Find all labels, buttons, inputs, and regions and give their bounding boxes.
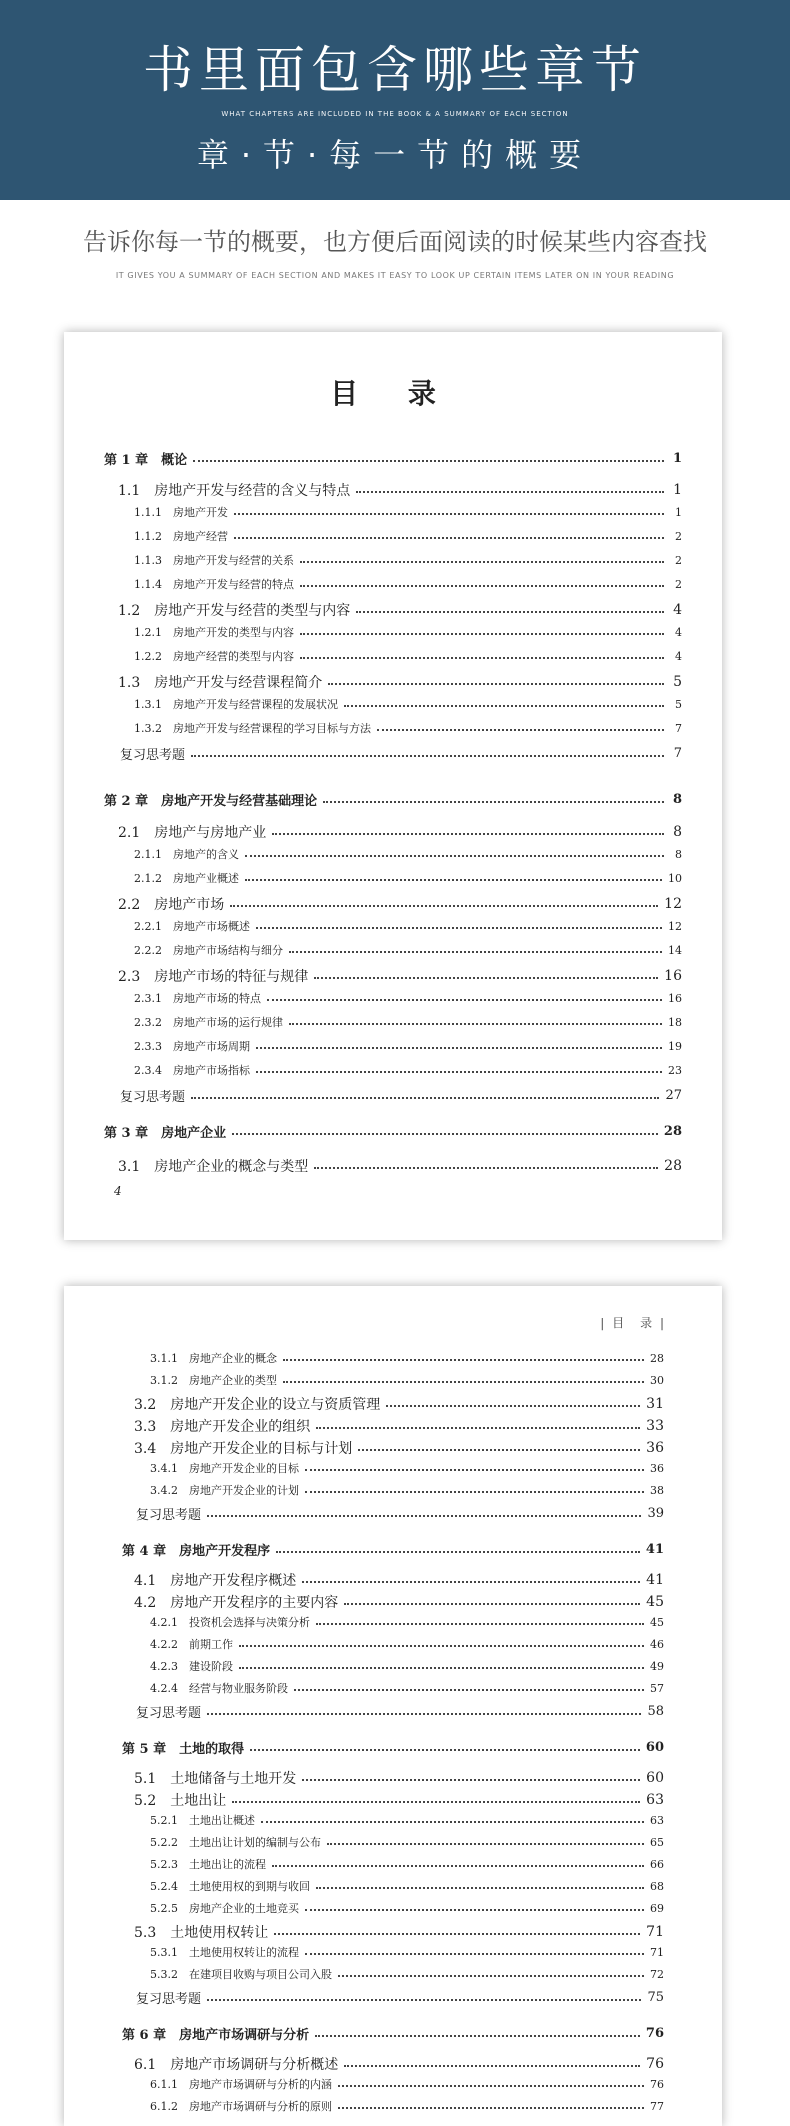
toc-entry-label: 2.3.4 房地产市场指标 [134, 1064, 250, 1077]
toc-entry-label: 2.2.1 房地产市场概述 [134, 920, 250, 933]
toc-chapter-entry [104, 449, 682, 468]
dot-leader [338, 2107, 644, 2109]
toc-entry-page: 14 [668, 943, 682, 957]
toc-section-entry [134, 576, 682, 592]
dot-leader [283, 1381, 644, 1383]
toc-entry-page: 36 [650, 1461, 664, 1475]
toc-entry-label: 1.1.3 房地产开发与经营的关系 [134, 554, 294, 567]
toc-entry-page: 45 [646, 1594, 664, 1610]
toc-entry-page: 66 [650, 1857, 664, 1871]
toc-section-entry [150, 1372, 664, 1388]
dot-leader [232, 1801, 640, 1803]
toc-section-entry [134, 1416, 664, 1436]
toc-entry-label: 5.3.2 在建项目收购与项目公司入股 [150, 1968, 332, 1981]
toc-section-entry [150, 1460, 664, 1476]
toc-entry-label: 3.1 房地产企业的概念与类型 [118, 1159, 309, 1175]
toc-entry-page: 4 [673, 602, 682, 618]
toc-page-2 [64, 1286, 722, 2126]
toc-entry-label: 6.1.1 房地产市场调研与分析的内涵 [150, 2078, 332, 2091]
toc-chapter-entry [122, 1738, 664, 1757]
dot-leader [386, 1405, 640, 1407]
toc-entry-label: 2.3.2 房地产市场的运行规律 [134, 1016, 283, 1029]
toc-review-entry [136, 1988, 664, 2007]
toc-section-entry [134, 1592, 664, 1612]
toc-section-entry [134, 696, 682, 712]
toc-entry-page: 16 [668, 991, 682, 1005]
dot-leader [300, 561, 664, 563]
toc-entry-label: 1.1 房地产开发与经营的含义与特点 [118, 483, 351, 499]
toc-entry-label: 复习思考题 [136, 1706, 202, 1721]
dot-leader [191, 1097, 659, 1099]
toc-review-entry [120, 1086, 682, 1105]
toc-entry-page: 12 [664, 896, 682, 912]
toc-entry-page: 7 [673, 746, 682, 761]
dot-leader [256, 1047, 662, 1049]
toc-section-entry [150, 2098, 664, 2114]
toc-entry-page: 49 [650, 1659, 664, 1673]
toc-entry-page: 60 [646, 1770, 664, 1786]
toc-entry-label: 1.2.1 房地产开发的类型与内容 [134, 626, 294, 639]
toc-section-entry [150, 1658, 664, 1674]
toc-entry-page: 60 [645, 1740, 664, 1755]
banner-title: 书里面包含哪些章节 [143, 41, 647, 99]
toc-entry-label: 2.2.2 房地产市场结构与细分 [134, 944, 283, 957]
toc-section-entry [150, 1812, 664, 1828]
toc-entry-page: 18 [668, 1015, 682, 1029]
toc-entry-page: 71 [646, 1924, 664, 1940]
toc-entry-page: 2 [675, 553, 682, 567]
toc-chapter-entry [104, 790, 682, 809]
toc-entry-label: 1.3 房地产开发与经营课程简介 [118, 675, 323, 691]
toc-entry-page: 31 [646, 1396, 664, 1412]
toc-entry-page: 38 [650, 1483, 664, 1497]
dot-leader [314, 977, 658, 979]
toc-section-entry [134, 1394, 664, 1414]
toc-entry-label: 3.3 房地产开发企业的组织 [134, 1419, 311, 1435]
dot-leader [272, 1865, 644, 1867]
toc-entry-label: 3.2 房地产开发企业的设立与资质管理 [134, 1397, 381, 1413]
toc-section-entry [134, 528, 682, 544]
toc-entry-page: 8 [672, 792, 682, 807]
toc-section-entry [134, 1790, 664, 1810]
dot-leader [232, 1133, 658, 1135]
toc-section-entry [134, 918, 682, 934]
toc-section-entry [150, 1878, 664, 1894]
toc-review-entry [136, 1504, 664, 1523]
toc-header: | 目 录 | [600, 1316, 666, 1330]
toc-entry-label: 5.2.4 土地使用权的到期与收回 [150, 1880, 310, 1893]
dot-leader [272, 833, 664, 835]
toc-entry-label: 2.1.1 房地产的含义 [134, 848, 239, 861]
toc-section-entry [150, 1966, 664, 1982]
toc-entry-page: 28 [664, 1158, 682, 1174]
dot-leader [316, 1623, 644, 1625]
toc-entry-label: 复习思考题 [136, 1992, 202, 2007]
toc-title: 目 录 [330, 377, 456, 410]
toc-entry-page: 8 [675, 847, 682, 861]
toc-entry-label: 5.2.5 房地产企业的土地竞买 [150, 1902, 299, 1915]
toc-section-entry [150, 1900, 664, 1916]
dot-leader [356, 611, 664, 613]
toc-section-entry [150, 1350, 664, 1366]
toc-entry-label: 1.3.1 房地产开发与经营课程的发展状况 [134, 698, 338, 711]
toc-entry-label: 3.1.2 房地产企业的类型 [150, 1374, 277, 1387]
toc-entry-label: 第 5 章 土地的取得 [122, 1742, 245, 1757]
toc-section-entry [150, 1614, 664, 1630]
toc-entry-label: 1.2 房地产开发与经营的类型与内容 [118, 603, 351, 619]
dot-leader [305, 1953, 644, 1955]
dot-leader [302, 1581, 640, 1583]
dot-leader [267, 999, 662, 1001]
toc-entry-page: 2 [675, 529, 682, 543]
toc-section-entry [134, 648, 682, 664]
toc-entry-page: 76 [650, 2077, 664, 2091]
dot-leader [305, 1909, 644, 1911]
toc-entry-label: 1.1.4 房地产开发与经营的特点 [134, 578, 294, 591]
toc-entry-page: 71 [650, 1945, 664, 1959]
header-banner [0, 0, 790, 200]
toc-entry-label: 3.1.1 房地产企业的概念 [150, 1352, 277, 1365]
toc-section-entry [134, 1768, 664, 1788]
dot-leader [344, 705, 664, 707]
toc-section-entry [150, 1834, 664, 1850]
toc-section-entry [134, 624, 682, 640]
toc-entry-page: 23 [668, 1063, 682, 1077]
toc-entry-label: 5.1 土地储备与土地开发 [134, 1771, 297, 1787]
toc-entry-label: 3.4 房地产开发企业的目标与计划 [134, 1441, 353, 1457]
dot-leader [256, 1071, 662, 1073]
dot-leader [239, 1667, 644, 1669]
toc-chapter-entry [122, 1540, 664, 1559]
toc-entry-label: 4.2 房地产开发程序的主要内容 [134, 1595, 339, 1611]
toc-section-entry [134, 1062, 682, 1078]
dot-leader [245, 855, 664, 857]
dot-leader [344, 1603, 640, 1605]
toc-section-entry [134, 720, 682, 736]
toc-entry-page: 1 [673, 482, 682, 498]
toc-entry-page: 39 [647, 1506, 664, 1521]
toc-section-entry [134, 552, 682, 568]
toc-section-entry [118, 966, 682, 986]
toc-entry-label: 第 2 章 房地产开发与经营基础理论 [104, 794, 318, 809]
toc-entry-label: 复习思考题 [136, 1508, 202, 1523]
toc-section-entry [118, 1156, 682, 1176]
dot-leader [338, 2085, 644, 2087]
toc-entry-label: 2.3 房地产市场的特征与规律 [118, 969, 309, 985]
toc-section-entry [134, 2054, 664, 2074]
toc-section-entry [150, 1636, 664, 1652]
toc-entry-label: 5.2 土地出让 [134, 1793, 227, 1809]
toc-entry-page: 72 [650, 1967, 664, 1981]
dot-leader [274, 1933, 640, 1935]
dot-leader [323, 801, 664, 803]
toc-entry-label: 5.3.1 土地使用权转让的流程 [150, 1946, 299, 1959]
toc-entry-page: 28 [650, 1351, 664, 1365]
dot-leader [300, 585, 664, 587]
toc-entry-label: 1.1.2 房地产经营 [134, 530, 228, 543]
dot-leader [289, 1023, 662, 1025]
dot-leader [239, 1645, 644, 1647]
toc-entry-label: 1.3.2 房地产开发与经营课程的学习目标与方法 [134, 722, 371, 735]
toc-section-entry [150, 1482, 664, 1498]
banner-tagline: 章·节·每一节的概要 [196, 136, 594, 174]
toc-entry-page: 28 [663, 1124, 682, 1139]
toc-entry-page: 19 [668, 1039, 682, 1053]
toc-section-entry [134, 870, 682, 886]
toc-entry-label: 2.3.1 房地产市场的特点 [134, 992, 261, 1005]
toc-entry-page: 8 [673, 824, 682, 840]
toc-entry-page: 12 [668, 919, 682, 933]
toc-entry-page: 30 [650, 1373, 664, 1387]
toc-entry-page: 7 [675, 721, 682, 735]
dot-leader [300, 633, 664, 635]
toc-section-entry [134, 846, 682, 862]
toc-entry-page: 36 [646, 1440, 664, 1456]
toc-entry-page: 63 [650, 1813, 664, 1827]
toc-section-entry [134, 1014, 682, 1030]
dot-leader [344, 2065, 640, 2067]
toc-section-entry [134, 1570, 664, 1590]
toc-section-entry [150, 1680, 664, 1696]
toc-entry-label: 5.2.3 土地出让的流程 [150, 1858, 266, 1871]
toc-section-entry [118, 894, 682, 914]
toc-section-entry [118, 600, 682, 620]
toc-entry-page: 69 [650, 1901, 664, 1915]
toc-entry-label: 5.3 土地使用权转让 [134, 1925, 269, 1941]
toc-entry-label: 第 3 章 房地产企业 [104, 1126, 227, 1141]
dot-leader [191, 755, 664, 757]
toc-entry-label: 2.3.3 房地产市场周期 [134, 1040, 250, 1053]
toc-entry-label: 复习思考题 [120, 1090, 186, 1105]
toc-entry-label: 2.1.2 房地产业概述 [134, 872, 239, 885]
toc-entry-label: 2.2 房地产市场 [118, 897, 225, 913]
toc-entry-label: 3.4.1 房地产开发企业的目标 [150, 1462, 299, 1475]
toc-review-entry [120, 744, 682, 763]
toc-entry-page: 4 [675, 649, 682, 663]
dot-leader [289, 951, 662, 953]
toc-entry-label: 4.2.2 前期工作 [150, 1638, 233, 1651]
dot-leader [256, 927, 662, 929]
toc-section-entry [118, 822, 682, 842]
intro-text: 告诉你每一节的概要，也方便后面阅读的时候某些内容查找 [83, 228, 707, 256]
dot-leader [300, 657, 664, 659]
dot-leader [305, 1491, 644, 1493]
toc-entry-label: 6.1.2 房地产市场调研与分析的原则 [150, 2100, 332, 2113]
intro-text-en: IT GIVES YOU A SUMMARY OF EACH SECTION AND MAKES IT EASY TO LOOK UP CERTAIN ITEMS LATER ON IN YOUR READING [115, 271, 675, 280]
toc-entry-page: 68 [650, 1879, 664, 1893]
toc-section-entry [150, 2076, 664, 2092]
dot-leader [207, 1515, 641, 1517]
dot-leader [207, 1999, 641, 2001]
dot-leader [294, 1689, 644, 1691]
toc-entry-page: 58 [647, 1704, 664, 1719]
dot-leader [245, 879, 662, 881]
toc-section-entry [134, 1922, 664, 1942]
toc-page-1 [64, 332, 722, 1240]
dot-leader [283, 1359, 644, 1361]
dot-leader [315, 2035, 640, 2037]
toc-entry-page: 63 [646, 1792, 664, 1808]
toc-entry-label: 1.2.2 房地产经营的类型与内容 [134, 650, 294, 663]
toc-entry-label: 复习思考题 [120, 748, 186, 763]
toc-section-entry [134, 1438, 664, 1458]
dot-leader [276, 1551, 640, 1553]
toc-entry-page: 1 [672, 451, 682, 466]
banner-subtitle-en: WHAT CHAPTERS ARE INCLUDED IN THE BOOK & A SUMMARY OF EACH SECTION [221, 110, 569, 118]
toc-entry-label: 4.2.3 建设阶段 [150, 1660, 233, 1673]
toc-section-entry [134, 1038, 682, 1054]
toc-entry-label: 3.4.2 房地产开发企业的计划 [150, 1484, 299, 1497]
toc-entry-page: 77 [650, 2099, 664, 2113]
toc-chapter-entry [104, 1122, 682, 1141]
toc-entry-page: 16 [664, 968, 682, 984]
toc-entry-page: 75 [647, 1990, 664, 2005]
toc-entry-page: 76 [646, 2056, 664, 2072]
toc-entry-label: 5.2.1 土地出让概述 [150, 1814, 255, 1827]
toc-section-entry [134, 990, 682, 1006]
toc-entry-page: 57 [650, 1681, 664, 1695]
dot-leader [356, 491, 664, 493]
toc-review-entry [136, 1702, 664, 1721]
toc-entry-label: 第 1 章 概论 [104, 453, 188, 468]
toc-section-entry [134, 942, 682, 958]
toc-entry-page: 27 [665, 1088, 682, 1103]
toc-entry-label: 4.2.4 经营与物业服务阶段 [150, 1682, 288, 1695]
dot-leader [302, 1779, 640, 1781]
dot-leader [338, 1975, 644, 1977]
dot-leader [234, 513, 664, 515]
toc-entry-page: 4 [675, 625, 682, 639]
dot-leader [377, 729, 664, 731]
toc-entry-label: 4.1 房地产开发程序概述 [134, 1573, 297, 1589]
toc-section-entry [118, 672, 682, 692]
toc-section-entry [134, 504, 682, 520]
dot-leader [234, 537, 664, 539]
toc-entry-label: 第 6 章 房地产市场调研与分析 [122, 2028, 310, 2043]
toc-entry-label: 2.1 房地产与房地产业 [118, 825, 267, 841]
toc-entry-page: 5 [673, 674, 682, 690]
page-number-marker: 4 [114, 1184, 122, 1198]
toc-entry-page: 65 [650, 1835, 664, 1849]
toc-entry-page: 10 [668, 871, 682, 885]
dot-leader [316, 1427, 640, 1429]
dot-leader [327, 1843, 644, 1845]
toc-entry-page: 5 [675, 697, 682, 711]
toc-entry-label: 6.1 房地产市场调研与分析概述 [134, 2057, 339, 2073]
dot-leader [316, 1887, 644, 1889]
toc-entry-label: 4.2.1 投资机会选择与决策分析 [150, 1616, 310, 1629]
dot-leader [230, 905, 658, 907]
toc-entry-label: 5.2.2 土地出让计划的编制与公布 [150, 1836, 321, 1849]
dot-leader [261, 1821, 644, 1823]
dot-leader [314, 1167, 658, 1169]
toc-section-entry [150, 1944, 664, 1960]
dot-leader [305, 1469, 644, 1471]
toc-entry-page: 1 [675, 505, 682, 519]
toc-entry-label: 1.1.1 房地产开发 [134, 506, 228, 519]
dot-leader [328, 683, 664, 685]
toc-entry-page: 46 [650, 1637, 664, 1651]
dot-leader [207, 1713, 641, 1715]
toc-section-entry [118, 480, 682, 500]
toc-entry-page: 33 [646, 1418, 664, 1434]
toc-chapter-entry [122, 2024, 664, 2043]
dot-leader [193, 460, 664, 462]
dot-leader [250, 1749, 640, 1751]
toc-entry-page: 41 [645, 1542, 664, 1557]
toc-section-entry [150, 1856, 664, 1872]
toc-entry-page: 41 [646, 1572, 664, 1588]
toc-entry-label: 第 4 章 房地产开发程序 [122, 1544, 271, 1559]
toc-entry-page: 45 [650, 1615, 664, 1629]
toc-entry-page: 2 [675, 577, 682, 591]
toc-entry-page: 76 [645, 2026, 664, 2041]
dot-leader [358, 1449, 640, 1451]
